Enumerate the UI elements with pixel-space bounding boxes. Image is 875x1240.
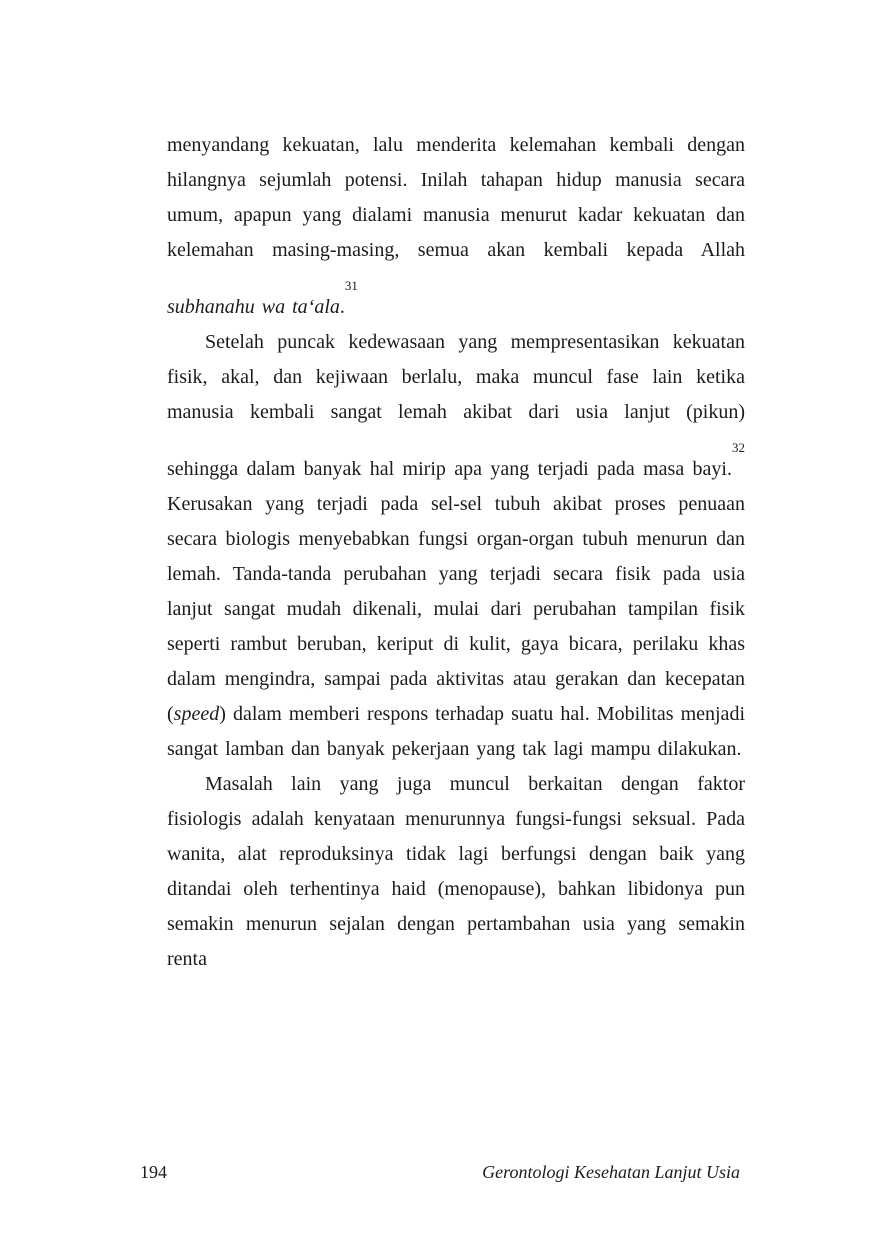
text-run: menyandang kekuatan, lalu menderita kelemahan kembali dengan hilangnya sejumlah potensi. Inilah tahapan hidup manusia secara umum, apapun yang dialami manusia menurut kadar kekuatan dan kelemahan masing-masing, semua akan kembali kepada Allah — [167, 134, 745, 261]
text-run: ) dalam memberi respons terhadap suatu hal. Mobilitas menjadi sangat lamban dan banyak pekerjaan yang tak lagi mampu dilakukan. — [167, 703, 745, 760]
page-number: 194 — [140, 1162, 167, 1182]
text-body — [167, 128, 745, 977]
footnote-marker: 31 — [344, 278, 358, 293]
paragraph — [167, 325, 745, 767]
text-run: Kerusakan yang terjadi pada sel-sel tubuh akibat proses penuaan secara biologis menyebabkan fungsi organ-organ tubuh menurun dan lemah. Tanda-tanda perubahan yang terjadi secara fisik pada usia lanjut sangat mudah dikenali, mulai dari perubahan tampilan fisik seperti rambut beruban, keriput di kulit, gaya bicara, perilaku khas dalam mengindra, sampai pada aktivitas atau gerakan dan kecepatan ( — [167, 493, 745, 725]
text-run: Setelah puncak kedewasaan yang mempresentasikan kekuatan fisik, akal, dan kejiwaan berlalu, maka muncul fase lain ketika manusia kembali sangat lemah akibat dari usia lanjut (pikun) sehingga dalam banyak hal mirip apa yang terjadi pada masa bayi. — [167, 331, 745, 480]
paragraph — [167, 128, 745, 325]
footnote-marker: 32 — [732, 440, 745, 455]
text-run: speed — [173, 703, 220, 725]
text-run: subhanahu wa ta‘ala — [167, 296, 340, 318]
paragraph — [167, 767, 745, 977]
text-run: Masalah lain yang juga muncul berkaitan dengan faktor fisiologis adalah kenyataan menurunnya fungsi-fungsi seksual. Pada wanita, alat reproduksinya tidak lagi berfungsi dengan baik yang ditandai oleh terhentinya haid (menopause), bahkan libidonya pun semakin menurun sejalan dengan pertambahan usia yang semakin renta — [167, 773, 745, 970]
page-footer — [140, 1162, 740, 1183]
running-title: Gerontologi Kesehatan Lanjut Usia — [482, 1162, 740, 1182]
text-run: . — [339, 296, 345, 318]
